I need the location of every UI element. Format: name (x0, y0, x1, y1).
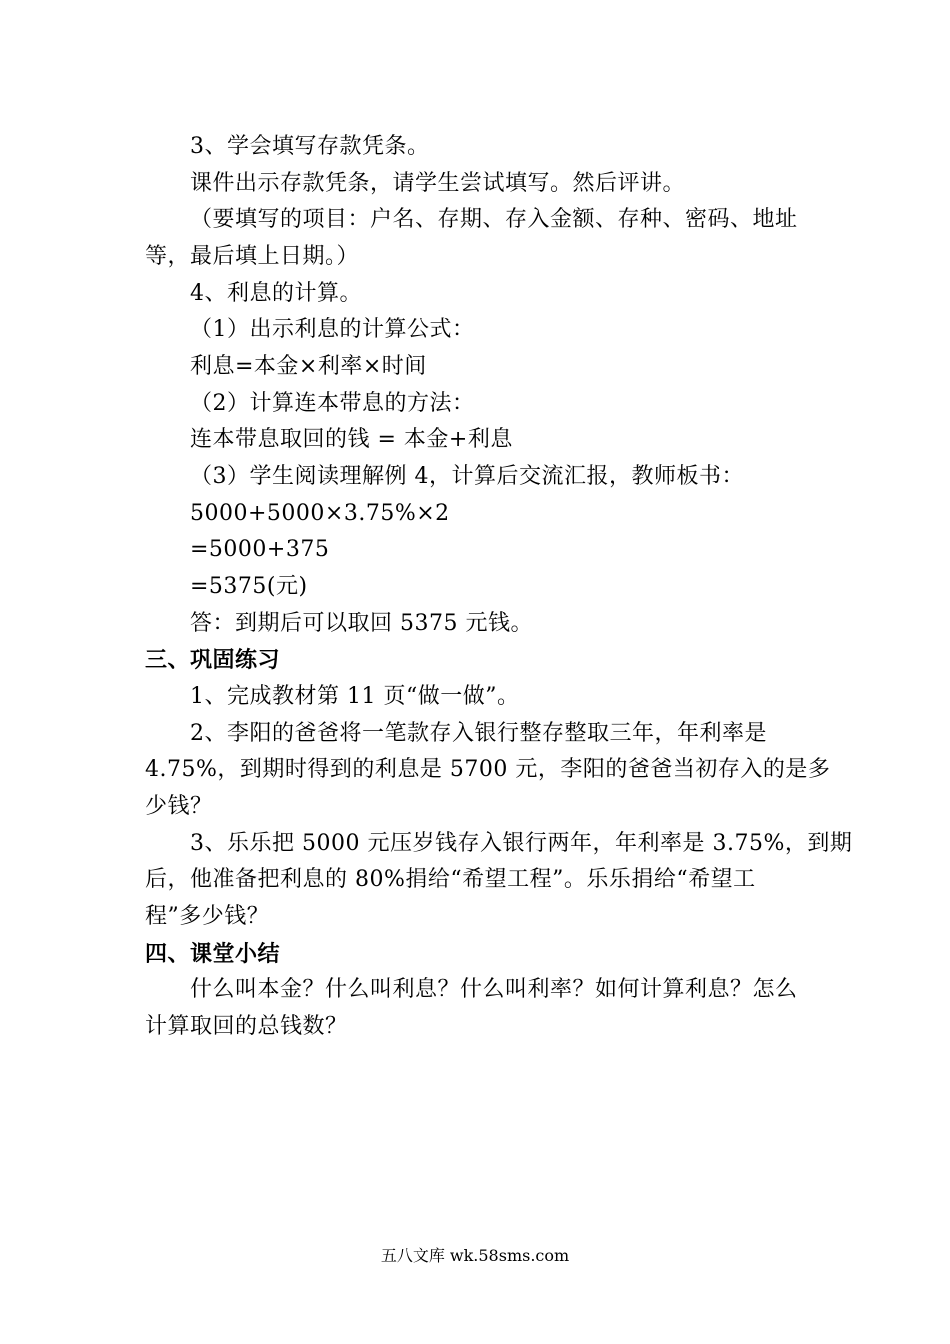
text-line: 4、利息的计算。 (190, 281, 362, 306)
formula-line: 连本带息取回的钱 = 本金+利息 (190, 427, 513, 452)
text-line: （要填写的项目：户名、存期、存入金额、存种、密码、地址 (190, 207, 798, 232)
text-line: （2）计算连本带息的方法： (190, 391, 475, 416)
formula-line: 5000+5000×3.75%×2 (190, 501, 450, 526)
text-line: 2、李阳的爸爸将一笔款存入银行整存整取三年，年利率是 (190, 721, 767, 746)
text-line: 等，最后填上日期。） (145, 244, 360, 269)
text-line: 1、完成教材第 11 页“做一做”。 (190, 684, 520, 709)
text-line: 少钱？ (145, 794, 213, 819)
formula-line: =5375(元) (190, 574, 308, 599)
text-line: 程”多少钱？ (145, 904, 270, 929)
formula-line: 利息=本金×利率×时间 (190, 354, 427, 379)
formula-line: =5000+375 (190, 537, 330, 562)
text-line: （3）学生阅读理解例 4，计算后交流汇报，教师板书： (190, 464, 744, 489)
text-line: 什么叫本金？什么叫利息？什么叫利率？如何计算利息？怎么 (190, 977, 798, 1002)
section-heading: 三、巩固练习 (145, 647, 281, 673)
text-line: 3、乐乐把 5000 元压岁钱存入银行两年，年利率是 3.75%，到期 (190, 831, 853, 856)
answer-line: 答：到期后可以取回 5375 元钱。 (190, 611, 533, 636)
text-line: 4.75%，到期时得到的利息是 5700 元，李阳的爸爸当初存入的是多 (145, 757, 831, 782)
text-line: 课件出示存款凭条，请学生尝试填写。然后评讲。 (190, 171, 686, 196)
text-line: 3、学会填写存款凭条。 (190, 134, 430, 159)
section-heading: 四、课堂小结 (145, 941, 281, 967)
text-line: 计算取回的总钱数？ (145, 1014, 348, 1039)
text-line: 后，他准备把利息的 80%捐给“希望工程”。乐乐捐给“希望工 (145, 867, 756, 892)
page-footer: 五八文库 wk.58sms.com (380, 1246, 570, 1265)
text-line: （1）出示利息的计算公式： (190, 317, 475, 342)
